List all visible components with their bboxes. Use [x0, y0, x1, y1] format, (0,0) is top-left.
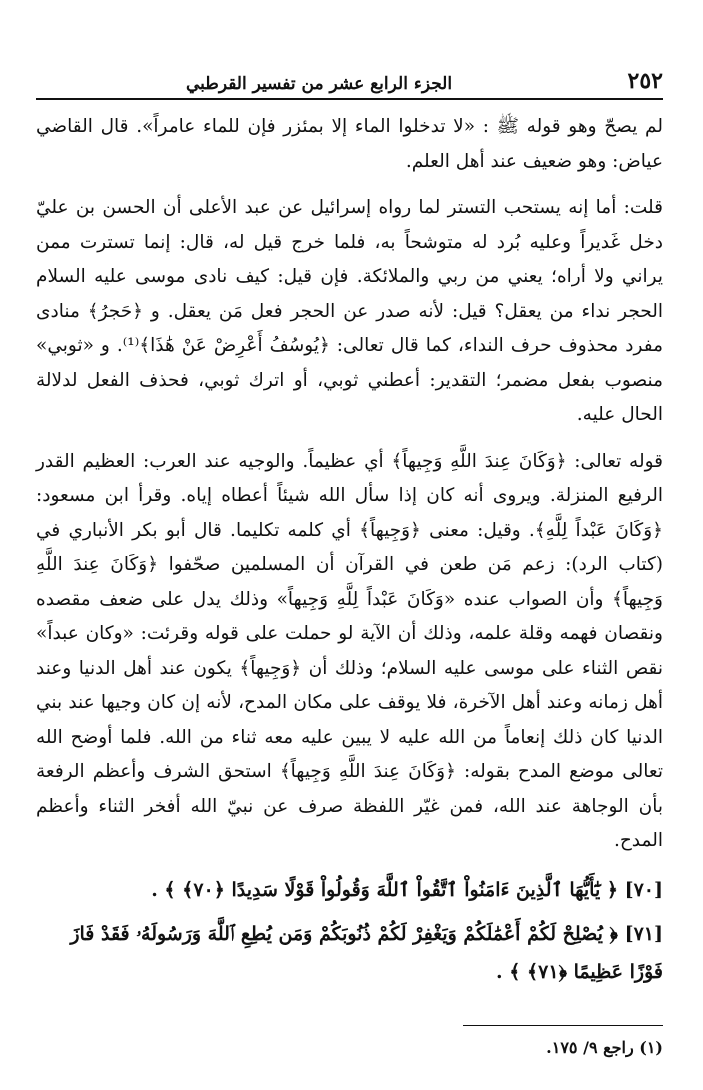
header-rule [36, 98, 663, 100]
running-title: الجزء الرابع عشر من تفسير القرطبي [186, 74, 453, 94]
footnote-rule [463, 1025, 663, 1026]
verse-block [36, 871, 663, 991]
body-text [36, 110, 663, 859]
verse-71: [٧١] ﴿ يُصْلِحْ لَكُمْ أَعْمَٰلَكُمْ وَيَغْفِرْ لَكُمْ ذُنُوبَكُمْ وَمَن يُطِعِ ٱللَّهَ وَرَسُولَهُۥ فَقَدْ فَازَ فَوْزًا عَظِيمًا ﴿٧١﴾ ﴾ . [70, 922, 663, 983]
paragraph: قوله تعالى: ﴿وَكَانَ عِندَ اللَّهِ وَجِيهاً﴾ أي عظيماً. والوجيه عند العرب: العظيم القدر الرفيع المنزلة. ويروى أنه كان إذا سأل الله شيئاً أعطاه إياه. وقرأ ابن مسعود: ﴿وَكَانَ عَبْداً لِلَّهِ﴾. وقيل: معنى ﴿وَجِيهاً﴾ أي كلمه تكليما. قال أبو بكر الأنباري في (كتاب الرد): زعم مَن طعن في القرآن أن المسلمين صحّفوا ﴿وَكَانَ عِندَ اللَّهِ وَجِيهاً﴾ وأن الصواب عنده «وَكَانَ عَبْداً لِلَّهِ وَجِيهاً» وذلك يدل على ضعف مقصده ونقصان فهمه وقلة علمه، وذلك أن الآية لو حملت على قوله وقرئت: «وكان عبداً» نقص الثناء على موسى عليه السلام؛ وذلك أن ﴿وَجِيهاً﴾ يكون عند أهل الدنيا وعند أهل زمانه وعند أهل الآخرة، فلا يوقف على مكان المدح، لأنه إن كان وجيها عند بني الدنيا كان ذلك إنعاماً من الله عليه لا يبين عليه معه ثناء من الله. فلما أوضح الله تعالى موضع المدح بقوله: ﴿وَكَانَ عِندَ اللَّهِ وَجِيهاً﴾ استحق الشرف وأعظم الرفعة بأن الوجاهة عند الله، فمن غيّر اللفظة صرف عن نبيّ الله أفخر الثناء وأعظم المدح. [36, 450, 663, 851]
paragraph: لم يصحّ وهو قوله ﷺ : «لا تدخلوا الماء إلا بمئزر فإن للماء عامراً». قال القاضي عياض: وهو ضعيف عند أهل العلم. [36, 116, 663, 172]
paragraph: قلت: أما إنه يستحب التستر لما رواه إسرائيل عن عبد الأعلى أن الحسن بن عليّ دخل غَديراً وعليه بُرد له متوشحاً به، فلما خرج قيل له، قال: إنما تسترت ممن يراني ولا أراه؛ يعني من ربي والملائكة. فإن قيل: كيف نادى موسى عليه السلام الحجر نداء من يعقل؟ قيل: لأنه صدر عن الحجر فعل مَن يعقل. و ﴿حَجرُ﴾ منادى مفرد محذوف حرف النداء، كما قال تعالى: ﴿يُوسُفُ أَعْرِضْ عَنْ هَٰذَا﴾⁽¹⁾. و «ثوبي» منصوب بفعل مضمر؛ التقدير: أعطني ثوبي، أو اترك ثوبي، فحذف الفعل لدلالة الحال عليه. [36, 197, 664, 425]
page-number: ٢٥٢ [627, 68, 663, 94]
footnote: (١) راجع ٩/ ١٧٥. [546, 1037, 663, 1057]
verse-70: [٧٠] ﴿ يَٰٓأَيُّهَا ٱلَّذِينَ ءَامَنُواْ ٱتَّقُواْ ٱللَّهَ وَقُولُواْ قَوْلًا سَدِيدًا ﴿٧٠﴾ ﴾ . [151, 878, 663, 901]
page-header [36, 58, 663, 94]
